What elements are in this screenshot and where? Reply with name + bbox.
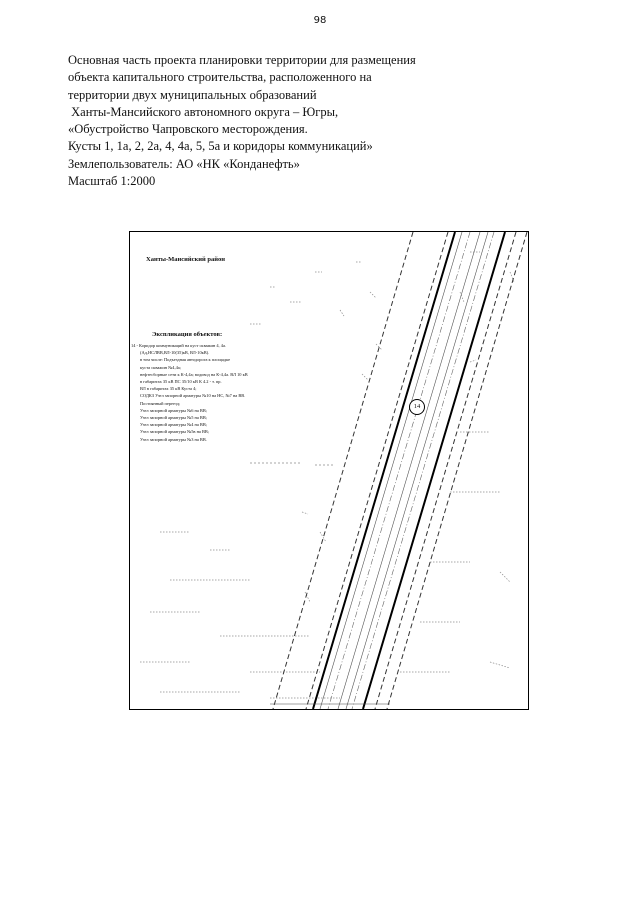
legend-item: Постоянный переезд; [140,400,181,406]
legend-item: нефтесборные сети к К-4,4а; водовод на К-4,4а. ВЛ 10 кВ [140,371,248,377]
header-line: объекта капитального строительства, расположенного на [68,70,372,85]
header-line: территории двух муниципальных образований [68,87,317,102]
corridor-inner-thin-lines [320,232,488,709]
legend-title: Экспликация объектов: [152,331,223,338]
legend-item: Узел запорной арматуры №4 на ВВ; [140,422,207,428]
drawing-lines [130,232,528,709]
header-line: Землепользователь: АО «НК «Конданефть» [68,156,300,171]
corridor-boundary-dashed [273,232,527,709]
header-line: Ханты-Мансийского автономного округа – Югры, [68,104,339,119]
header-line: «Обустройство Чапровского месторождения. [68,122,308,137]
legend-item: куста скважин №4,4а; [140,364,181,370]
background-map-marks [140,252,514,698]
legend-item: в габаритах 35 кВ ПС 35/10 кВ К 4.2 - т. пр. [140,379,222,385]
document-header [68,52,588,190]
legend-item: Узел запорной арматуры №5в на ВВ; [140,429,210,435]
legend-item: Узел запорной арматуры №5 на ВВ; [140,415,207,421]
page-number: 98 [313,15,327,26]
planning-drawing [129,231,529,710]
corridor-axis-dashdot [328,232,494,709]
legend-list [131,342,331,443]
legend-item: Узел запорной арматуры №6 на ВВ; [140,407,207,413]
header-line: Кусты 1, 1а, 2, 2а, 4, 4а, 5, 5а и коридоры коммуникаций» [68,139,373,154]
legend-item: ВЛ в габаритах 35 кВ Куста 4; [140,386,197,392]
header-line: Масштаб 1:2000 [68,174,156,189]
legend-item: в том числе: Подъездная автодорога к площадке [140,357,231,363]
object-marker-14: 14 [409,399,425,415]
legend-item: (Ад,НСЛВВ,ВЛ-10(35)кВ, ВЛ-10кВ). [140,350,210,356]
legend-item: Узел запорной арматуры №3 на ВВ. [140,436,207,442]
district-label: Ханты-Мансийский район [146,256,225,263]
legend-item: 14 - Коридор коммуникаций на куст скважин 4, 4а. [131,343,226,348]
legend-item: СОДКЗ Узел запорной арматуры №10 на НС, №7 на ВВ. [140,393,246,399]
header-line: Основная часть проекта планировки территории для размещения [68,53,416,67]
